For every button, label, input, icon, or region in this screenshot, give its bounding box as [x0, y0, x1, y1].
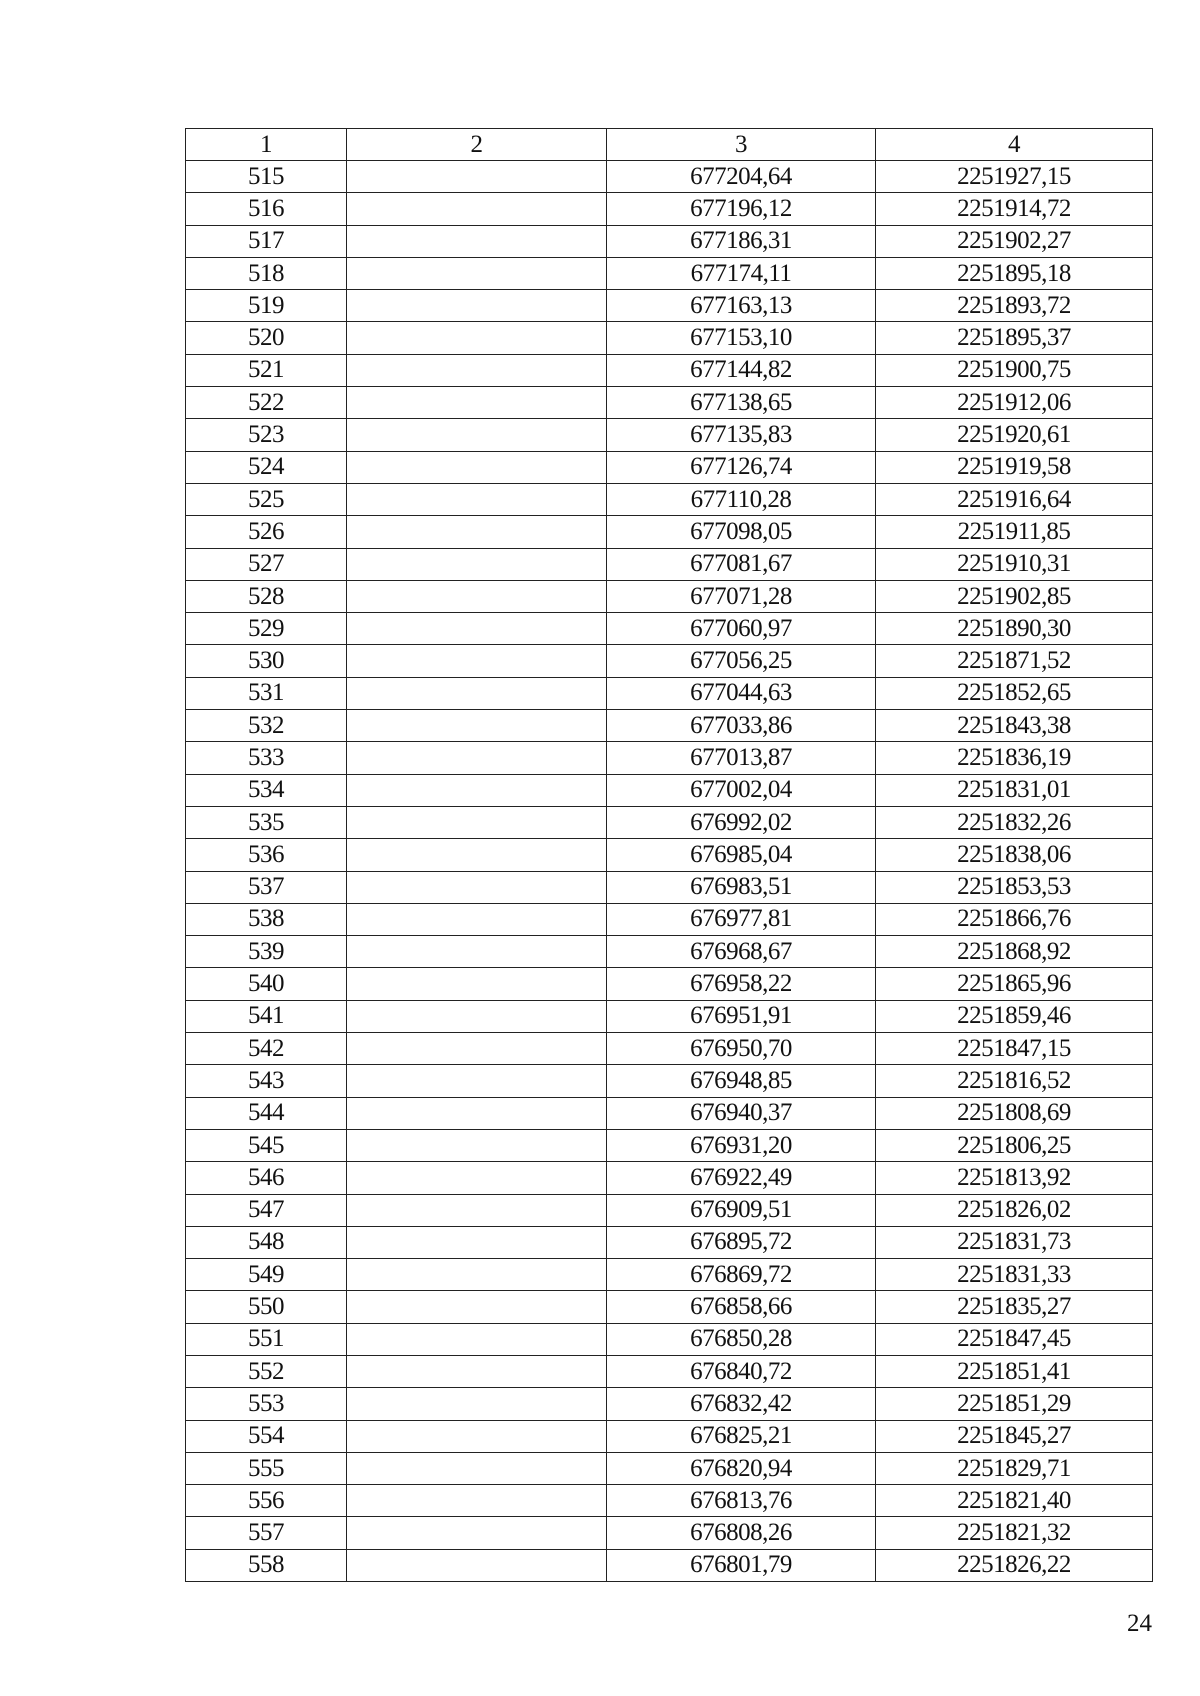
table-row	[186, 1097, 1153, 1129]
table-cell-col2	[347, 903, 607, 935]
table-row	[186, 1452, 1153, 1484]
table-cell-col1: 520	[186, 322, 347, 354]
table-row	[186, 580, 1153, 612]
table-cell-col2	[347, 742, 607, 774]
table-cell-col3: 676948,85	[607, 1065, 876, 1097]
table-row	[186, 1388, 1153, 1420]
table-cell-col4: 2251831,33	[876, 1259, 1153, 1291]
table-cell-col1: 523	[186, 419, 347, 451]
table-row	[186, 451, 1153, 483]
table-cell-col1: 532	[186, 710, 347, 742]
table-cell-col4: 2251859,46	[876, 1000, 1153, 1032]
table-cell-col3: 677044,63	[607, 677, 876, 709]
table-cell-col3: 677071,28	[607, 580, 876, 612]
table-cell-col3: 677163,13	[607, 290, 876, 322]
table-row	[186, 290, 1153, 322]
table-cell-col1: 518	[186, 257, 347, 289]
table-cell-col1: 557	[186, 1517, 347, 1549]
table-cell-col2	[347, 1097, 607, 1129]
table-cell-col3: 676813,76	[607, 1485, 876, 1517]
table-cell-col2	[347, 451, 607, 483]
table-cell-col4: 2251893,72	[876, 290, 1153, 322]
table-cell-col3: 677081,67	[607, 548, 876, 580]
table-cell-col4: 2251852,65	[876, 677, 1153, 709]
table-cell-col4: 2251910,31	[876, 548, 1153, 580]
table-cell-col1: 540	[186, 968, 347, 1000]
table-cell-col1: 553	[186, 1388, 347, 1420]
table-row	[186, 806, 1153, 838]
table-cell-col3: 676983,51	[607, 871, 876, 903]
table-cell-col3: 676858,66	[607, 1291, 876, 1323]
table-cell-col3: 676832,42	[607, 1388, 876, 1420]
table-cell-col3: 676801,79	[607, 1549, 876, 1581]
table-cell-col4: 2251902,85	[876, 580, 1153, 612]
table-row	[186, 1291, 1153, 1323]
table-cell-col2	[347, 710, 607, 742]
table-cell-col2	[347, 1259, 607, 1291]
table-cell-col2	[347, 1194, 607, 1226]
table-row	[186, 871, 1153, 903]
table-cell-col3: 677013,87	[607, 742, 876, 774]
table-row	[186, 1162, 1153, 1194]
table-cell-col2	[347, 645, 607, 677]
table-cell-col4: 2251826,22	[876, 1549, 1153, 1581]
table-cell-col4: 2251851,41	[876, 1355, 1153, 1387]
table-cell-col2	[347, 677, 607, 709]
table-cell-col2	[347, 580, 607, 612]
table-cell-col1: 517	[186, 225, 347, 257]
column-header-1: 1	[186, 129, 347, 161]
table-cell-col2	[347, 225, 607, 257]
table-cell-col3: 676992,02	[607, 806, 876, 838]
table-cell-col1: 552	[186, 1355, 347, 1387]
table-cell-col4: 2251866,76	[876, 903, 1153, 935]
table-cell-col4: 2251927,15	[876, 161, 1153, 193]
table-cell-col2	[347, 1420, 607, 1452]
table-cell-col1: 555	[186, 1452, 347, 1484]
table-cell-col4: 2251847,15	[876, 1033, 1153, 1065]
table-cell-col2	[347, 1517, 607, 1549]
table-cell-col2	[347, 516, 607, 548]
table-cell-col3: 677196,12	[607, 193, 876, 225]
table-cell-col2	[347, 936, 607, 968]
table-row	[186, 1549, 1153, 1581]
table-cell-col2	[347, 1065, 607, 1097]
table-cell-col4: 2251851,29	[876, 1388, 1153, 1420]
table-cell-col3: 677153,10	[607, 322, 876, 354]
table-row	[186, 1065, 1153, 1097]
table-cell-col4: 2251871,52	[876, 645, 1153, 677]
table-cell-col4: 2251900,75	[876, 354, 1153, 386]
table-cell-col3: 676985,04	[607, 839, 876, 871]
table-cell-col3: 677135,83	[607, 419, 876, 451]
table-cell-col3: 676808,26	[607, 1517, 876, 1549]
table-cell-col3: 677174,11	[607, 257, 876, 289]
table-row	[186, 1000, 1153, 1032]
table-cell-col2	[347, 161, 607, 193]
table-cell-col4: 2251835,27	[876, 1291, 1153, 1323]
table-row	[186, 161, 1153, 193]
table-cell-col1: 541	[186, 1000, 347, 1032]
table-row	[186, 516, 1153, 548]
table-cell-col3: 676977,81	[607, 903, 876, 935]
table-cell-col1: 534	[186, 774, 347, 806]
table-row	[186, 387, 1153, 419]
table-cell-col1: 549	[186, 1259, 347, 1291]
table-cell-col3: 677033,86	[607, 710, 876, 742]
table-cell-col4: 2251836,19	[876, 742, 1153, 774]
table-cell-col4: 2251847,45	[876, 1323, 1153, 1355]
table-cell-col1: 527	[186, 548, 347, 580]
table-cell-col4: 2251853,53	[876, 871, 1153, 903]
table-body	[186, 161, 1153, 1582]
table-cell-col1: 539	[186, 936, 347, 968]
table-cell-col3: 677056,25	[607, 645, 876, 677]
table-cell-col4: 2251838,06	[876, 839, 1153, 871]
table-cell-col1: 531	[186, 677, 347, 709]
table-cell-col1: 536	[186, 839, 347, 871]
column-header-2: 2	[347, 129, 607, 161]
table-cell-col3: 676909,51	[607, 1194, 876, 1226]
table-row	[186, 1355, 1153, 1387]
table-header-row	[186, 129, 1153, 161]
table-cell-col2	[347, 1485, 607, 1517]
table-cell-col2	[347, 1226, 607, 1258]
table-cell-col3: 676931,20	[607, 1129, 876, 1161]
table-row	[186, 193, 1153, 225]
table-cell-col3: 676869,72	[607, 1259, 876, 1291]
table-cell-col2	[347, 968, 607, 1000]
table-cell-col4: 2251831,01	[876, 774, 1153, 806]
table-cell-col4: 2251895,37	[876, 322, 1153, 354]
table-cell-col2	[347, 257, 607, 289]
table-cell-col3: 676968,67	[607, 936, 876, 968]
table-cell-col4: 2251912,06	[876, 387, 1153, 419]
table-cell-col1: 516	[186, 193, 347, 225]
table-cell-col1: 546	[186, 1162, 347, 1194]
table-cell-col4: 2251919,58	[876, 451, 1153, 483]
table-cell-col2	[347, 1162, 607, 1194]
table-cell-col3: 676820,94	[607, 1452, 876, 1484]
table-cell-col4: 2251832,26	[876, 806, 1153, 838]
table-cell-col2	[347, 1000, 607, 1032]
table-row	[186, 322, 1153, 354]
table-cell-col4: 2251916,64	[876, 483, 1153, 515]
table-cell-col1: 522	[186, 387, 347, 419]
table-cell-col1: 529	[186, 613, 347, 645]
table-cell-col1: 533	[186, 742, 347, 774]
column-header-3: 3	[607, 129, 876, 161]
table-row	[186, 1033, 1153, 1065]
table-cell-col1: 530	[186, 645, 347, 677]
table-cell-col4: 2251806,25	[876, 1129, 1153, 1161]
table-cell-col2	[347, 774, 607, 806]
table-cell-col2	[347, 419, 607, 451]
table-row	[186, 968, 1153, 1000]
table-cell-col2	[347, 1291, 607, 1323]
table-cell-col3: 677144,82	[607, 354, 876, 386]
table-row	[186, 257, 1153, 289]
table-cell-col1: 554	[186, 1420, 347, 1452]
table-row	[186, 1517, 1153, 1549]
table-cell-col1: 545	[186, 1129, 347, 1161]
table-row	[186, 1485, 1153, 1517]
table-cell-col4: 2251808,69	[876, 1097, 1153, 1129]
table-cell-col2	[347, 483, 607, 515]
table-cell-col2	[347, 1388, 607, 1420]
table-cell-col2	[347, 839, 607, 871]
table-cell-col4: 2251829,71	[876, 1452, 1153, 1484]
table-cell-col2	[347, 193, 607, 225]
table-cell-col3: 676950,70	[607, 1033, 876, 1065]
table-cell-col4: 2251868,92	[876, 936, 1153, 968]
table-cell-col2	[347, 1549, 607, 1581]
table-cell-col3: 677110,28	[607, 483, 876, 515]
table-row	[186, 645, 1153, 677]
table-cell-col1: 535	[186, 806, 347, 838]
table-cell-col1: 550	[186, 1291, 347, 1323]
table-cell-col1: 544	[186, 1097, 347, 1129]
table-row	[186, 1420, 1153, 1452]
table-cell-col2	[347, 1129, 607, 1161]
table-row	[186, 419, 1153, 451]
table-row	[186, 936, 1153, 968]
table-cell-col1: 556	[186, 1485, 347, 1517]
table-cell-col4: 2251843,38	[876, 710, 1153, 742]
table-cell-col3: 677098,05	[607, 516, 876, 548]
table-cell-col1: 542	[186, 1033, 347, 1065]
table-cell-col2	[347, 613, 607, 645]
table-cell-col3: 677138,65	[607, 387, 876, 419]
table-cell-col1: 525	[186, 483, 347, 515]
table-cell-col1: 558	[186, 1549, 347, 1581]
table-row	[186, 677, 1153, 709]
table-row	[186, 548, 1153, 580]
table-cell-col2	[347, 871, 607, 903]
table-row	[186, 354, 1153, 386]
table-cell-col3: 677126,74	[607, 451, 876, 483]
table-row	[186, 742, 1153, 774]
table-cell-col2	[347, 322, 607, 354]
table-row	[186, 1323, 1153, 1355]
table-row	[186, 613, 1153, 645]
column-header-4: 4	[876, 129, 1153, 161]
table-cell-col3: 676940,37	[607, 1097, 876, 1129]
table-cell-col1: 521	[186, 354, 347, 386]
table-cell-col1: 528	[186, 580, 347, 612]
table-row	[186, 710, 1153, 742]
table-cell-col1: 515	[186, 161, 347, 193]
table-cell-col4: 2251865,96	[876, 968, 1153, 1000]
table-row	[186, 774, 1153, 806]
table-cell-col4: 2251813,92	[876, 1162, 1153, 1194]
table-cell-col4: 2251895,18	[876, 257, 1153, 289]
coordinates-table	[185, 128, 1153, 1582]
table-cell-col1: 524	[186, 451, 347, 483]
table-cell-col2	[347, 290, 607, 322]
table-row	[186, 1129, 1153, 1161]
table-cell-col3: 676951,91	[607, 1000, 876, 1032]
table-cell-col4: 2251914,72	[876, 193, 1153, 225]
table-cell-col3: 677060,97	[607, 613, 876, 645]
table-cell-col4: 2251831,73	[876, 1226, 1153, 1258]
table-cell-col4: 2251845,27	[876, 1420, 1153, 1452]
table-cell-col1: 519	[186, 290, 347, 322]
table-cell-col2	[347, 548, 607, 580]
table-cell-col1: 537	[186, 871, 347, 903]
table-cell-col2	[347, 806, 607, 838]
table-cell-col4: 2251920,61	[876, 419, 1153, 451]
table-cell-col2	[347, 1323, 607, 1355]
table-cell-col3: 677186,31	[607, 225, 876, 257]
table-cell-col4: 2251902,27	[876, 225, 1153, 257]
table-cell-col2	[347, 1355, 607, 1387]
table-cell-col1: 548	[186, 1226, 347, 1258]
table-cell-col3: 676895,72	[607, 1226, 876, 1258]
table-row	[186, 225, 1153, 257]
table-cell-col1: 543	[186, 1065, 347, 1097]
table-cell-col1: 538	[186, 903, 347, 935]
table-cell-col3: 676922,49	[607, 1162, 876, 1194]
table-cell-col1: 526	[186, 516, 347, 548]
table-cell-col4: 2251821,40	[876, 1485, 1153, 1517]
page-number: 24	[1127, 1610, 1152, 1637]
table-cell-col4: 2251816,52	[876, 1065, 1153, 1097]
table-row	[186, 1259, 1153, 1291]
table-row	[186, 1194, 1153, 1226]
table-cell-col1: 551	[186, 1323, 347, 1355]
table-cell-col3: 676958,22	[607, 968, 876, 1000]
table-row	[186, 483, 1153, 515]
table-cell-col2	[347, 387, 607, 419]
table-cell-col3: 676850,28	[607, 1323, 876, 1355]
table-cell-col2	[347, 1033, 607, 1065]
table-cell-col4: 2251826,02	[876, 1194, 1153, 1226]
table-row	[186, 1226, 1153, 1258]
table-cell-col2	[347, 354, 607, 386]
table-row	[186, 903, 1153, 935]
table-cell-col4: 2251911,85	[876, 516, 1153, 548]
table-cell-col4: 2251821,32	[876, 1517, 1153, 1549]
table-cell-col3: 676825,21	[607, 1420, 876, 1452]
table-cell-col4: 2251890,30	[876, 613, 1153, 645]
table-cell-col3: 677204,64	[607, 161, 876, 193]
table-cell-col1: 547	[186, 1194, 347, 1226]
table-row	[186, 839, 1153, 871]
table-cell-col3: 677002,04	[607, 774, 876, 806]
table-cell-col3: 676840,72	[607, 1355, 876, 1387]
table-cell-col2	[347, 1452, 607, 1484]
